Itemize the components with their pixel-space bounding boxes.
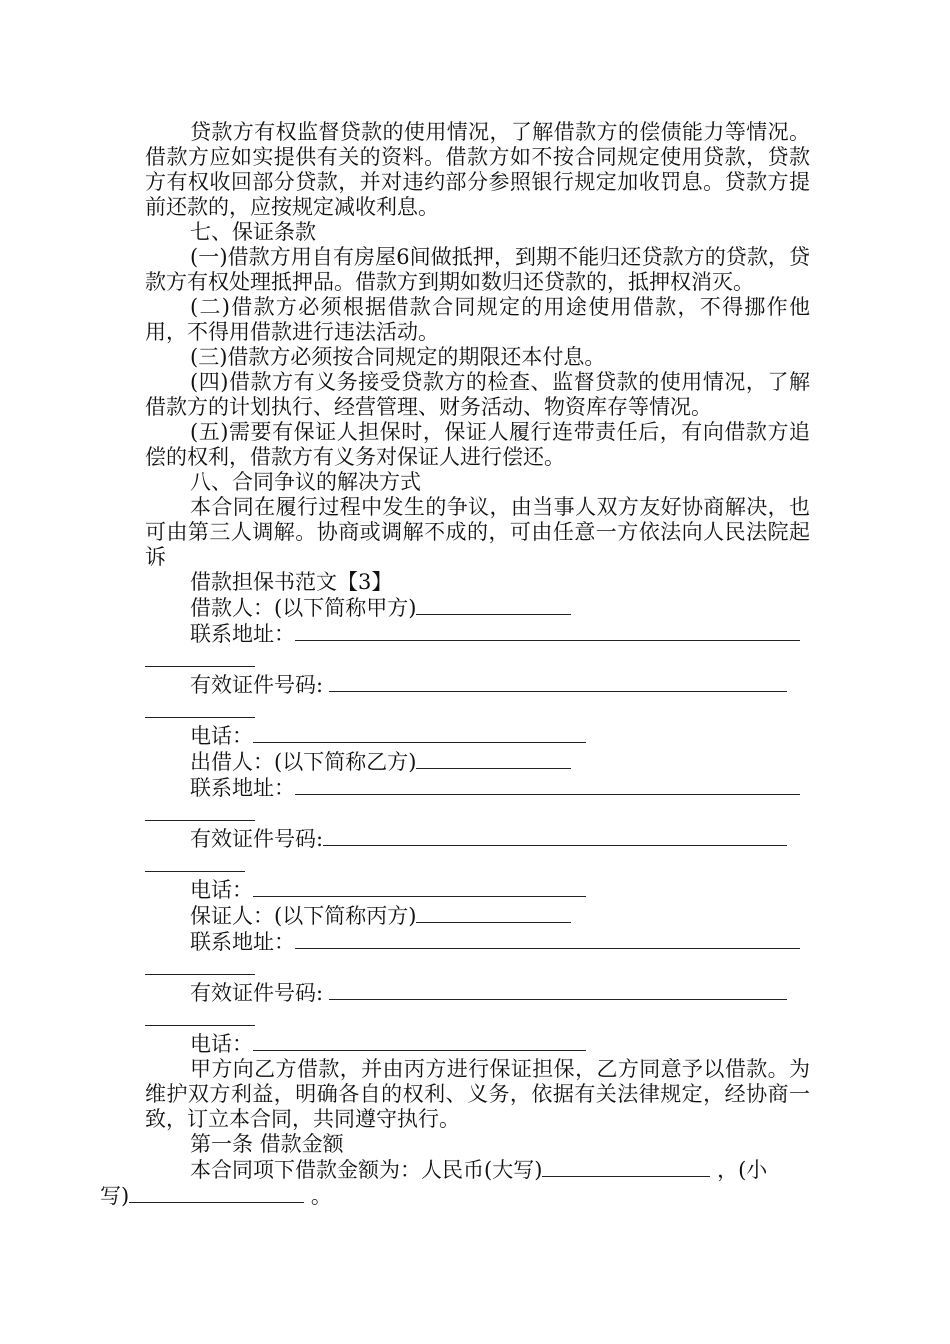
borrower-address-tail — [145, 647, 810, 672]
lender-address-tail-blank[interactable] — [145, 801, 255, 821]
section-7-title: 七、保证条款 — [190, 220, 316, 244]
article-1-text-a: 本合同项下借款金额为：人民币(大写) — [190, 1158, 543, 1182]
lender-address-blank[interactable] — [295, 775, 800, 795]
section-7-item-1: (一)借款方用自有房屋6间做抵押，到期不能归还贷款方的贷款，贷款方有权处理抵押品。借款方到期如数归还贷款的，抵押权消灭。 — [145, 245, 810, 294]
article-1-text-b: ，(小 — [717, 1158, 768, 1182]
document-page — [100, 120, 810, 1209]
article-1-text — [100, 1157, 810, 1209]
guarantor-phone-blank[interactable] — [253, 1031, 586, 1051]
lender-id-label: 有效证件号码: — [190, 827, 324, 851]
guarantor-blank[interactable] — [416, 903, 571, 923]
paragraph-supervision: 贷款方有权监督贷款的使用情况，了解借款方的偿债能力等情况。借款方应如实提供有关的资料。借款方如不按合同规定使用贷款，贷款方有权收回部分贷款，并对违约部分参照银行规定加收罚息。贷款方提前还款的，应按规定减收利息。 — [145, 120, 810, 219]
guarantor-id-line — [145, 980, 810, 1006]
lender-address-label: 联系地址： — [190, 776, 295, 800]
guarantor-id-tail-blank[interactable] — [145, 1006, 255, 1026]
guarantor-address-line — [145, 929, 810, 955]
lender-blank[interactable] — [416, 749, 571, 769]
borrower-id-blank[interactable] — [329, 672, 787, 692]
guarantor-phone-label: 电话： — [190, 1032, 253, 1056]
borrower-id-line — [145, 672, 810, 698]
article-1-title: 第一条 借款金额 — [190, 1132, 344, 1156]
borrower-id-tail-blank[interactable] — [145, 698, 255, 718]
section-7-item-5: (五)需要有保证人担保时，保证人履行连带责任后，有向借款方追偿的权利，借款方有义务对保证人进行偿还。 — [145, 420, 810, 469]
article-1-text-d: 。 — [310, 1184, 332, 1208]
borrower-address-line — [145, 621, 810, 647]
guarantor-line — [145, 903, 810, 929]
section-7-item-2: (二)借款方必须根据借款合同规定的用途使用借款，不得挪作他用，不得用借款进行违法活动。 — [145, 295, 810, 344]
article-1-text-c: 写) — [100, 1184, 130, 1208]
borrower-label: 借款人：(以下简称甲方) — [190, 596, 417, 620]
borrower-phone-blank[interactable] — [253, 723, 586, 743]
lender-address-line — [145, 775, 810, 801]
guarantor-id-blank[interactable] — [329, 980, 787, 1000]
borrower-id-tail — [145, 698, 810, 723]
lender-label: 出借人：(以下简称乙方) — [190, 750, 417, 774]
lender-line — [145, 749, 810, 775]
intro-paragraph: 甲方向乙方借款，并由丙方进行保证担保，乙方同意予以借款。为维护双方利益，明确各自的权利、义务，依据有关法律规定，经协商一致，订立本合同，共同遵守执行。 — [145, 1057, 810, 1131]
lender-id-blank[interactable] — [323, 826, 787, 846]
guarantor-id-label: 有效证件号码: — [190, 981, 324, 1005]
lender-phone-line — [145, 877, 810, 903]
guarantor-address-tail-blank[interactable] — [145, 955, 255, 975]
lender-address-tail — [145, 801, 810, 826]
section-7-item-4: (四)借款方有义务接受贷款方的检查、监督贷款的使用情况，了解借款方的计划执行、经营管理、财务活动、物资库存等情况。 — [145, 370, 810, 419]
amount-lowercase-blank[interactable] — [129, 1183, 304, 1203]
guarantor-id-tail — [145, 1006, 810, 1031]
amount-uppercase-blank[interactable] — [542, 1157, 710, 1177]
lender-id-tail — [145, 852, 810, 877]
section-8-text: 本合同在履行过程中发生的争议，由当事人双方友好协商解决，也可由第三人调解。协商或调解不成的，可由任意一方依法向人民法院起诉 — [145, 495, 810, 569]
guarantor-phone-line — [145, 1031, 810, 1057]
borrower-blank[interactable] — [416, 595, 571, 615]
borrower-line — [145, 595, 810, 621]
lender-id-tail-blank[interactable] — [145, 852, 245, 872]
lender-phone-blank[interactable] — [253, 877, 586, 897]
guarantor-address-label: 联系地址： — [190, 930, 295, 954]
guarantor-label: 保证人：(以下简称丙方) — [190, 904, 417, 928]
lender-phone-label: 电话： — [190, 878, 253, 902]
section-8-title: 八、合同争议的解决方式 — [190, 470, 421, 494]
borrower-address-blank[interactable] — [295, 621, 800, 641]
borrower-id-label: 有效证件号码: — [190, 673, 324, 697]
lender-id-line — [145, 826, 810, 852]
borrower-phone-label: 电话： — [190, 724, 253, 748]
borrower-address-label: 联系地址： — [190, 622, 295, 646]
doc-title: 借款担保书范文【3】 — [190, 570, 393, 594]
borrower-address-tail-blank[interactable] — [145, 647, 255, 667]
borrower-phone-line — [145, 723, 810, 749]
section-7-item-3: (三)借款方必须按合同规定的期限还本付息。 — [190, 345, 606, 369]
guarantor-address-tail — [145, 955, 810, 980]
guarantor-address-blank[interactable] — [295, 929, 800, 949]
